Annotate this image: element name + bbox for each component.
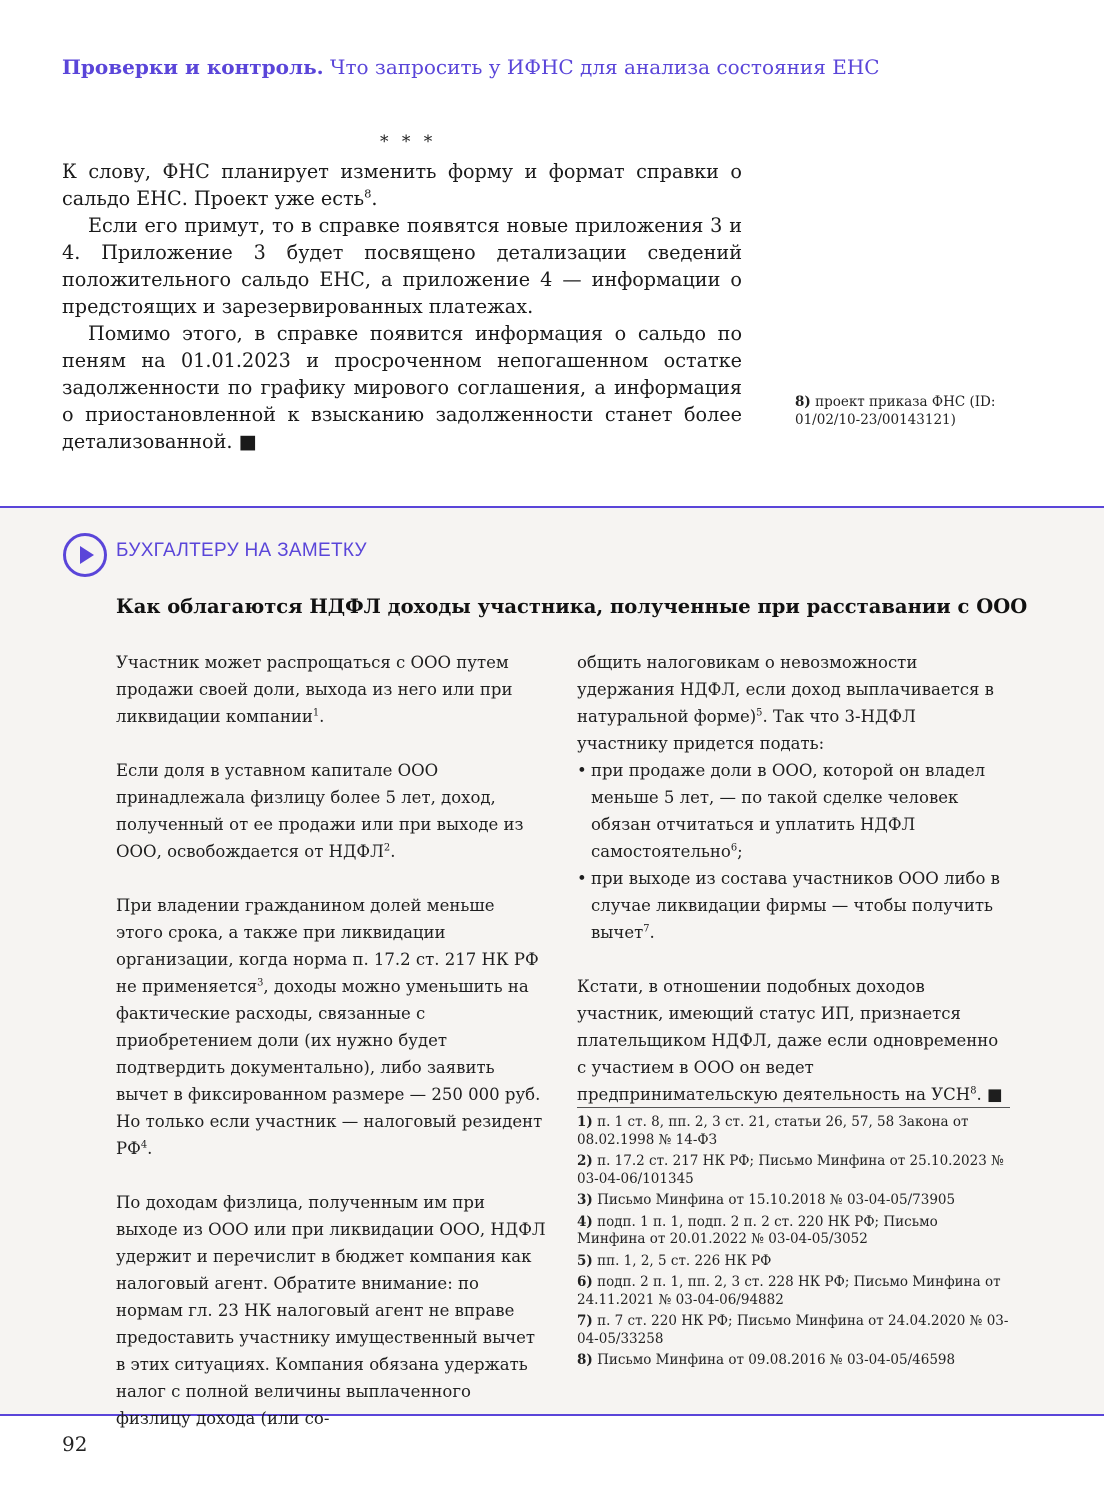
footnote-ref: 1 <box>312 707 320 719</box>
footnote-ref: 3 <box>257 977 264 989</box>
play-icon <box>63 533 107 577</box>
article-paragraph: Если его примут, то в справке появятся новые приложения 3 и 4. Приложение 3 будет посвящено детализации сведений положительного сальдо ЕНС, а приложение 4 — информации о предстоящих и зарезервированных платежах. <box>62 214 742 318</box>
footnote: 2) п. 17.2 ст. 217 НК РФ; Письмо Минфина от 25.10.2023 № 03-04-06/101345 <box>577 1153 1004 1187</box>
section-separator: * * * <box>380 132 437 152</box>
footnote: 7) п. 7 ст. 220 НК РФ; Письмо Минфина от 24.04.2020 № 03-04-05/33258 <box>577 1313 1009 1347</box>
footnote-ref: 7 <box>643 923 650 935</box>
note-label: БУХГАЛТЕРУ НА ЗАМЕТКУ <box>116 540 367 561</box>
footnote: 4) подп. 1 п. 1, подп. 2 п. 2 ст. 220 НК РФ; Письмо Минфина от 20.01.2022 № 03-04-05/3052 <box>577 1213 938 1247</box>
article-paragraph: Помимо этого, в справке появится информация о сальдо по пеням на 01.01.2023 и просроченном непогашенном остатке задолженности по графику мирового соглашения, а информация о приостановленной к взысканию задолженности станет более детализованной. ■ <box>62 322 742 453</box>
footnote: 5) пп. 1, 2, 5 ст. 226 НК РФ <box>577 1252 772 1269</box>
note-paragraph: По доходам физлица, полученным им при выходе из ООО или при ликвидации ООО, НДФЛ удержит и перечислит в бюджет компания как налоговый агент. Обратите внимание: по нормам гл. 23 НК налоговый агент не вправе предоставить участнику имущественный вычет в этих ситуациях. Компания обязана удержать налог с полной величины выплаченного физлицу дохода (или со- <box>116 1193 546 1428</box>
note-paragraph: общить налоговикам о невозможности удержания НДФЛ, если доход выплачивается в натуральной форме)$^5$. Так что 3-НДФЛ участнику придется подать: <box>577 653 994 753</box>
list-item: • при выходе из состава участников ООО либо в случае ликвидации фирмы — чтобы получить вычет$^7$. <box>577 865 1010 946</box>
footnote-ref: 2 <box>383 842 391 854</box>
article-paragraph: К слову, ФНС планирует изменить форму и формат справки о сальдо ЕНС. Проект уже есть$^8$. <box>62 160 742 210</box>
article-body <box>62 158 742 455</box>
bullet-list <box>577 757 1010 946</box>
footnote-ref: 5 <box>756 707 763 719</box>
list-item: • при продаже доли в ООО, которой он владел меньше 5 лет, — по такой сделке человек обязан отчитаться и уплатить НДФЛ самостоятельно$^6$; <box>577 757 1010 865</box>
note-paragraph: Если доля в уставном капитале ООО принадлежала физлицу более 5 лет, доход, полученный от ее продажи или при выходе из ООО, освобождается от НДФЛ$^2$. <box>116 761 524 861</box>
footnote: 6) подп. 2 п. 1, пп. 2, 3 ст. 228 НК РФ; Письмо Минфина от 24.11.2021 № 03-04-06/94882 <box>577 1274 1001 1308</box>
note-paragraph: При владении гражданином долей меньше этого срока, а также при ликвидации организации, когда норма п. 17.2 ст. 217 НК РФ не применяется$^3$, доходы можно уменьшить на фактические расходы, связанные с приобретением доли (их нужно будет подтвердить документально), либо заявить вычет в фиксированном размере — 250 000 руб. Но только если участник — налоговый резидент $РФ^4$. <box>116 896 543 1158</box>
footnote: 8) Письмо Минфина от 09.08.2016 № 03-04-05/46598 <box>577 1352 956 1368</box>
note-column-left <box>116 649 546 1459</box>
note-heading: Как облагаются НДФЛ доходы участника, полученные при расставании с ООО <box>116 595 1028 618</box>
footnote: 1) п. 1 ст. 8, пп. 2, 3 ст. 21, статьи 26, 57, 58 Закона от 08.02.1998 № 14-ФЗ <box>577 1114 969 1148</box>
side-footnote <box>795 393 1015 429</box>
footnote-ref: 6 <box>730 842 738 854</box>
header-title: Что запросить у ИФНС для анализа состояния ЕНС <box>330 55 880 79</box>
footnote-divider <box>577 1107 1010 1108</box>
note-column-right <box>577 649 1010 1135</box>
page-number: 92 <box>62 1432 88 1456</box>
note-paragraph: Кстати, в отношении подобных доходов участник, имеющий статус ИП, признается плательщиком НДФЛ, даже если одновременно с участием в ООО он ведет предпринимательскую деятельность на УСН$^8$. ■ <box>577 977 1003 1104</box>
footnote-number: 8) <box>795 394 811 410</box>
footnote-ref: 4 <box>140 1139 148 1151</box>
footnotes <box>577 1114 1010 1374</box>
footnote-text: проект приказа ФНС (ID: 01/02/10-23/00143121) <box>795 394 996 428</box>
footnote: 3) Письмо Минфина от 15.10.2018 № 03-04-05/73905 <box>577 1192 956 1208</box>
footnote-ref: 8 <box>364 186 372 201</box>
footnote-ref: 8 <box>970 1085 977 1097</box>
running-header <box>62 52 1062 82</box>
header-section: Проверки и контроль. <box>62 55 324 79</box>
note-paragraph: Участник может распрощаться с ООО путем продажи своей доли, выхода из него или при ликвидации компании$^1$. <box>116 653 513 726</box>
